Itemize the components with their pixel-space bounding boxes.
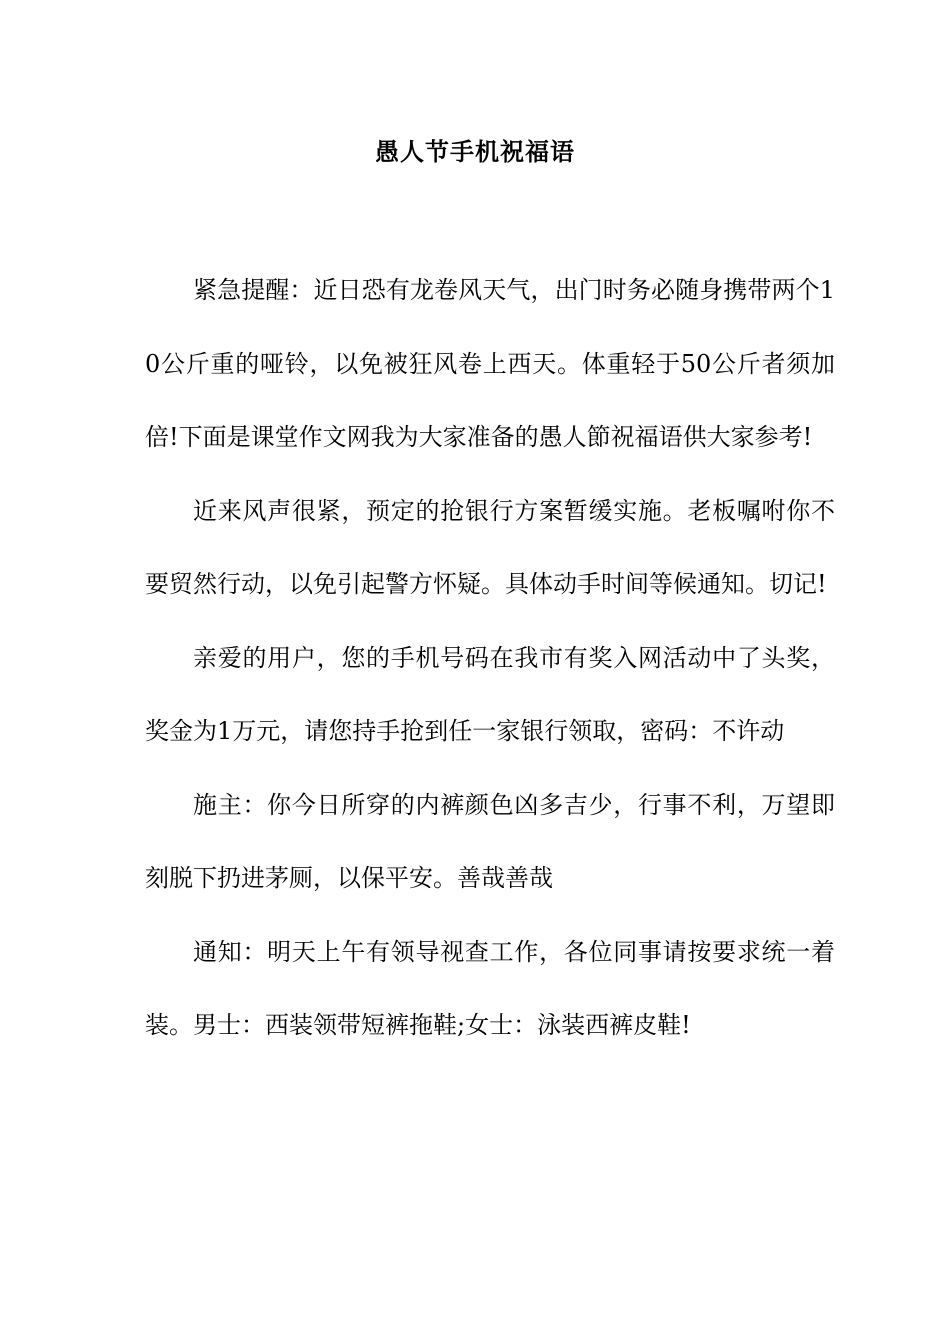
paragraph-2: 近来风声很紧，预定的抢银行方案暂缓实施。老板嘱咐你不要贸然行动，以免引起警方怀疑。具体动手时间等候通知。切记!: [145, 496, 835, 598]
document-title: 愚人节手机祝福语: [375, 137, 575, 166]
paragraph-3: 亲爱的用户，您的手机号码在我市有奖入网活动中了头奖，奖金为1万元，请您持手抢到任一家银行领取，密码：不许动: [145, 643, 835, 745]
document-body: [145, 254, 835, 1063]
paragraph-5: 通知：明天上午有领导视查工作，各位同事请按要求统一着装。男士：西装领带短裤拖鞋;女士：泳装西裤皮鞋!: [145, 937, 835, 1039]
paragraph-1: 紧急提醒：近日恐有龙卷风天气，出门时务必随身携带两个10公斤重的哑铃，以免被狂风卷上西天。体重轻于50公斤者须加倍!下面是课堂作文网我为大家准备的愚人節祝福语供大家参考!: [145, 276, 835, 451]
paragraph-4: 施主：你今日所穿的内裤颜色凶多吉少，行事不利，万望即刻脱下扔进茅厕，以保平安。善哉善哉: [145, 790, 835, 892]
